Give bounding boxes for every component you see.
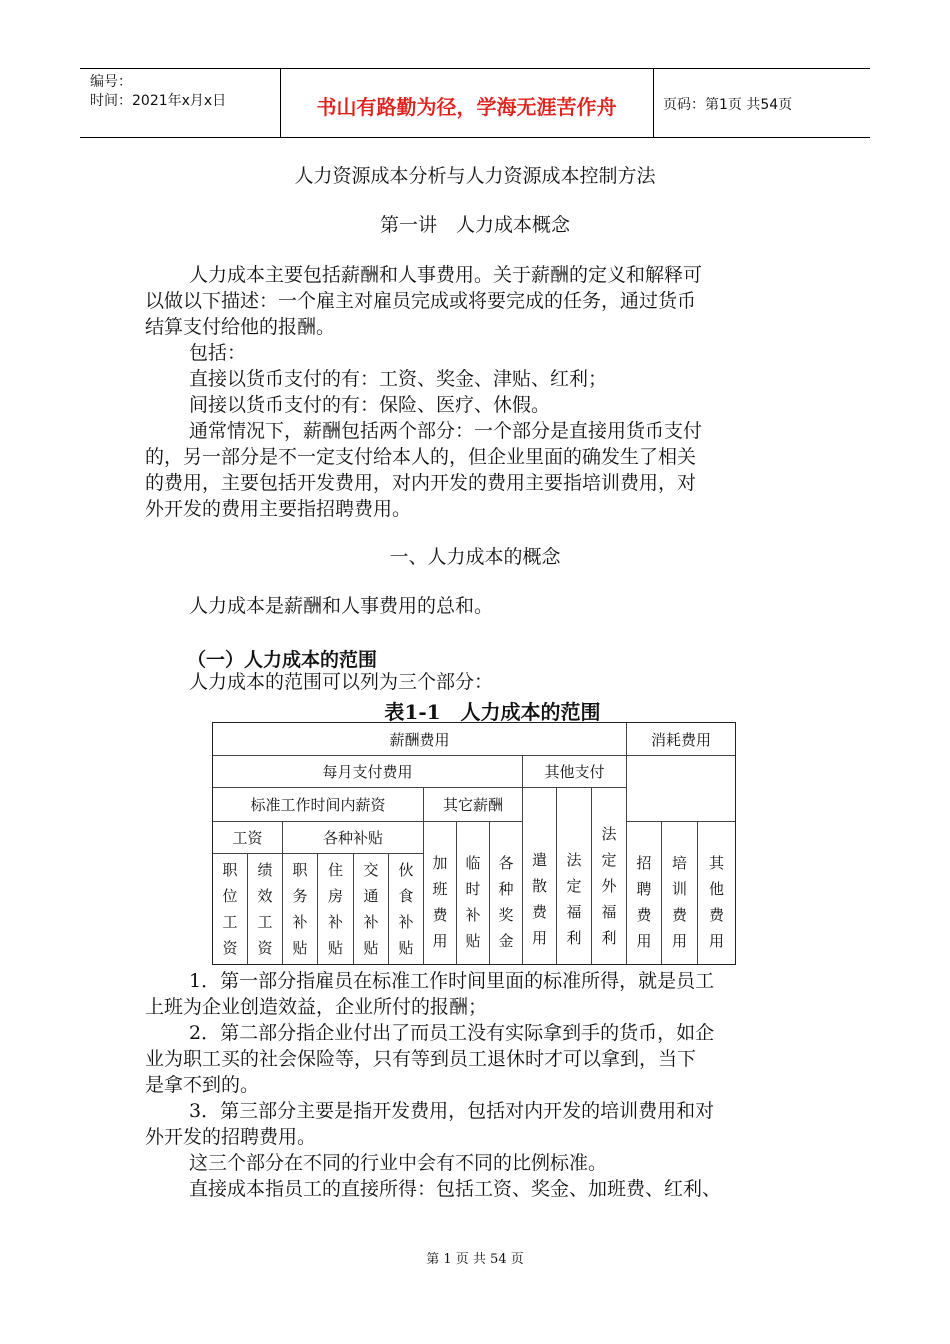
header-motto: 书山有路勤为径，学海无涯苦作舟	[316, 95, 617, 119]
table-cell	[457, 822, 490, 964]
subsection-paragraph	[145, 669, 810, 695]
header-meta	[90, 73, 226, 111]
text-line: 外开发的费用主要指招聘费用。	[145, 498, 412, 520]
text-line: 2．第二部分指企业付出了而员工没有实际拿到手的货币，如企	[189, 1022, 715, 1044]
cell-text: 法定外福利	[601, 825, 617, 947]
text-line: 包括：	[189, 342, 247, 364]
cell-text: 职务补贴	[292, 861, 308, 957]
section-paragraph	[145, 593, 810, 619]
lecture-title: 第一讲 人力成本概念	[379, 214, 570, 236]
text-line: 间接以货币支付的有：保险、医疗、休假。	[189, 394, 551, 416]
list-item-1	[145, 968, 810, 1020]
text-line: 外开发的招聘费用。	[145, 1126, 317, 1148]
header-divider	[653, 69, 654, 137]
text-line: 通常情况下，薪酬包括两个部分：一个部分是直接用货币支付	[189, 420, 703, 442]
table-cell	[213, 854, 248, 964]
text-line: 直接成本指员工的直接所得：包括工资、奖金、加班费、红利、	[189, 1178, 722, 1200]
table-cell	[389, 854, 424, 964]
closing-paragraphs	[145, 1150, 810, 1202]
text-line: 人力成本是薪酬和人事费用的总和。	[189, 595, 494, 617]
doc-title: 人力资源成本分析与人力资源成本控制方法	[294, 165, 656, 187]
text-line: 是拿不到的。	[145, 1074, 260, 1096]
cell-text: 各种奖金	[498, 854, 514, 950]
text-line: 1．第一部分指雇员在标准工作时间里面的标准所得，就是员工	[189, 970, 715, 992]
cell-text: 招聘费用	[636, 854, 652, 950]
cost-scope-table	[212, 722, 736, 965]
table-cell	[627, 822, 662, 964]
text-line: 以做以下描述：一个雇主对雇员完成或将要完成的任务，通过货币	[145, 290, 697, 312]
cell-text: 职位工资	[222, 861, 238, 957]
table-empty-cell	[627, 756, 735, 822]
table-cell	[523, 788, 557, 964]
text-line: 业为职工买的社会保险等，只有等到员工退休时才可以拿到，当下	[145, 1048, 697, 1070]
page-footer: 第 1 页 共 54 页	[426, 1252, 524, 1267]
cell-text: 培训费用	[672, 854, 688, 950]
table-cell	[354, 854, 389, 964]
table-header-wage: 工资	[213, 822, 283, 854]
number-label: 编号：	[90, 74, 132, 90]
list-item-3	[145, 1098, 810, 1150]
cell-text: 法定福利	[566, 851, 582, 947]
intro-paragraph-2	[145, 340, 810, 418]
text-line: 这三个部分在不同的行业中会有不同的比例标准。	[189, 1152, 608, 1174]
table-caption: 表1-1 人力成本的范围	[384, 700, 601, 724]
table-cell	[698, 822, 735, 964]
list-item-2	[145, 1020, 810, 1098]
table-cell	[283, 854, 318, 964]
cell-text: 加班费用	[432, 854, 448, 950]
table-header-salary: 薪酬费用	[213, 723, 627, 756]
table-header-monthly: 每月支付费用	[213, 756, 523, 788]
text-line: 人力成本的范围可以列为三个部分：	[189, 671, 494, 693]
header-page-info: 页码：第1页 共54页	[663, 97, 793, 113]
table-cell	[490, 822, 523, 964]
table-cell	[318, 854, 354, 964]
cell-text: 住房补贴	[328, 861, 344, 957]
table-cell	[557, 788, 592, 964]
intro-paragraph-1	[145, 262, 810, 340]
table-cell	[592, 788, 627, 964]
table-cell	[424, 822, 457, 964]
page-header	[80, 68, 870, 138]
cell-text: 临时补贴	[465, 854, 481, 950]
table-cell	[662, 822, 698, 964]
cell-text: 伙食补贴	[398, 861, 414, 957]
table-header-other-salary: 其它薪酬	[424, 788, 523, 822]
text-line: 上班为企业创造效益，企业所付的报酬；	[145, 996, 488, 1018]
table-cell	[248, 854, 283, 964]
cell-text: 交通补贴	[363, 861, 379, 957]
table-header-standard: 标准工作时间内薪资	[213, 788, 424, 822]
text-line: 直接以货币支付的有：工资、奖金、津贴、红利；	[189, 368, 608, 390]
section-title: 一、人力成本的概念	[389, 546, 561, 568]
text-line: 人力成本主要包括薪酬和人事费用。关于薪酬的定义和解释可	[189, 264, 703, 286]
table-header-allowances: 各种补贴	[283, 822, 424, 854]
text-line: 结算支付给他的报酬。	[145, 316, 336, 338]
time-label: 时间：2021年x月x日	[90, 93, 227, 109]
table-header-consumption: 消耗费用	[627, 723, 735, 756]
subsection-title: （一）人力成本的范围	[187, 649, 378, 671]
cell-text: 遣散费用	[532, 851, 548, 947]
text-line: 的，另一部分是不一定支付给本人的，但企业里面的确发生了相关	[145, 446, 697, 468]
table-header-other-pay: 其他支付	[523, 756, 627, 788]
intro-paragraph-3	[145, 418, 810, 522]
cell-text: 其他费用	[709, 854, 725, 950]
text-line: 3．第三部分主要是指开发费用，包括对内开发的培训费用和对	[189, 1100, 715, 1122]
text-line: 的费用，主要包括开发费用，对内开发的费用主要指培训费用，对	[145, 472, 697, 494]
cell-text: 绩效工资	[257, 861, 273, 957]
